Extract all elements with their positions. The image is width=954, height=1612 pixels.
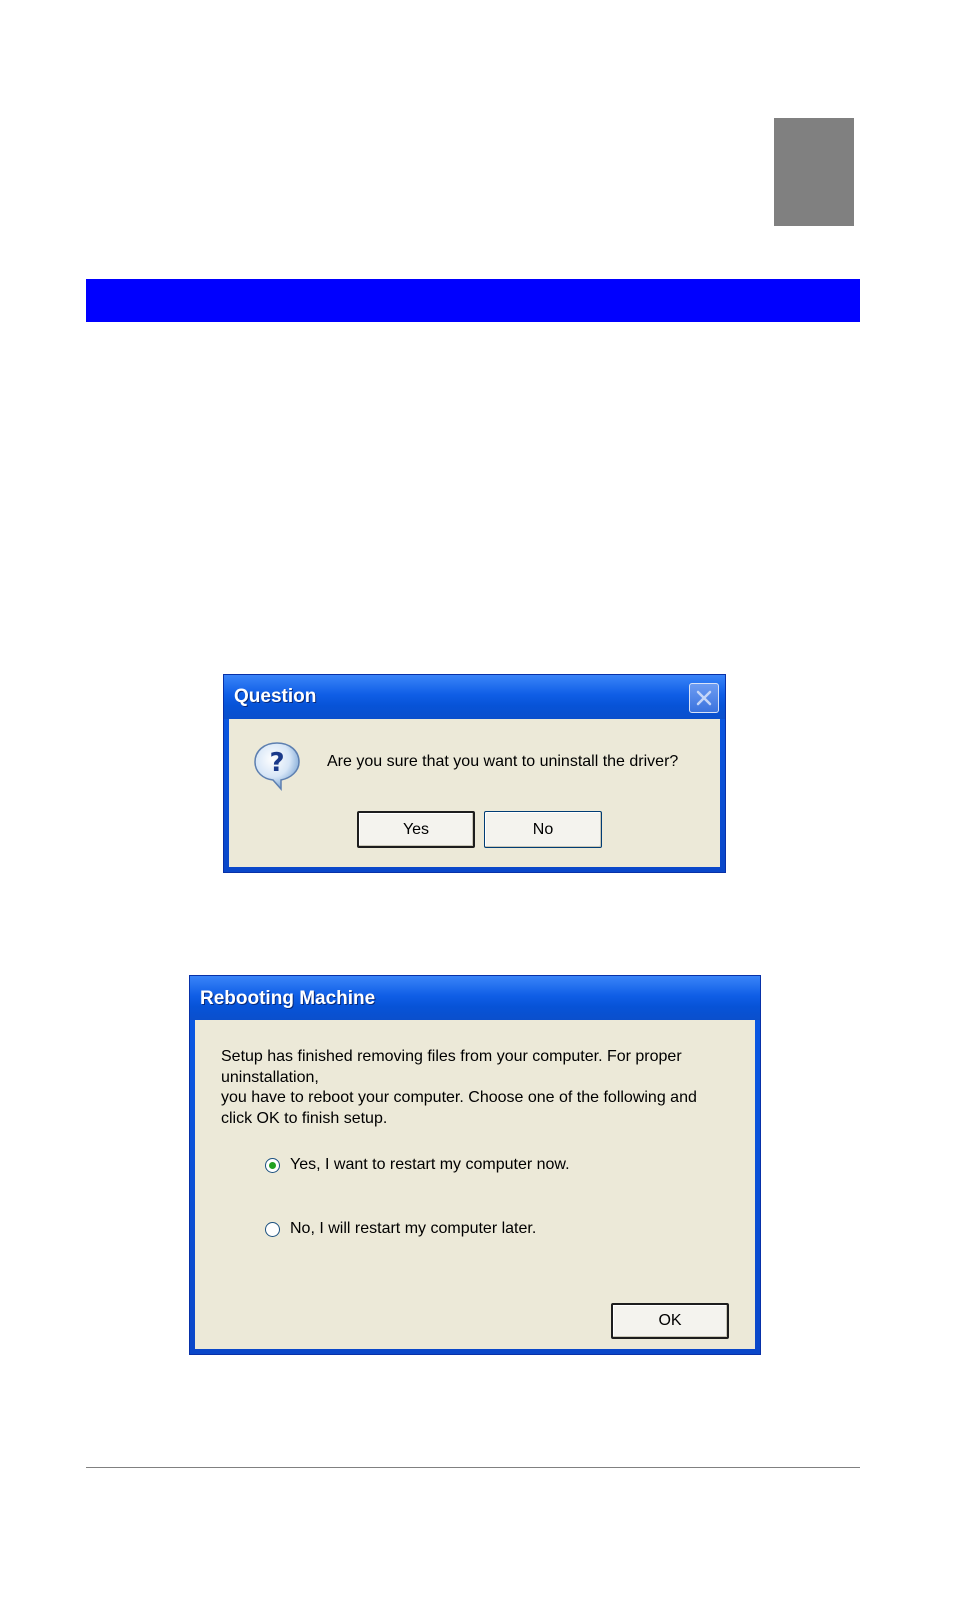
restart-later-radio[interactable] xyxy=(265,1222,280,1237)
question-dialog xyxy=(223,674,726,873)
yes-button[interactable]: Yes xyxy=(357,811,475,848)
section-header-bar xyxy=(86,279,860,322)
reboot-message xyxy=(221,1047,741,1129)
restart-now-option[interactable] xyxy=(265,1156,570,1174)
chapter-tab xyxy=(774,118,854,226)
close-button[interactable] xyxy=(689,683,719,713)
question-dialog-body xyxy=(229,719,720,867)
reboot-message-line: uninstallation, xyxy=(221,1068,319,1086)
svg-text:?: ? xyxy=(269,748,285,778)
question-message: Are you sure that you want to uninstall the driver? xyxy=(327,753,679,770)
rebooting-dialog-body xyxy=(195,1020,755,1349)
reboot-message-line: Setup has finished removing files from your computer. For proper xyxy=(221,1048,682,1065)
restart-now-radio[interactable] xyxy=(265,1158,280,1173)
question-dialog-titlebar[interactable] xyxy=(224,675,725,719)
restart-now-label[interactable]: Yes, I want to restart my computer now. xyxy=(290,1156,570,1173)
rebooting-dialog xyxy=(189,975,761,1355)
close-icon xyxy=(695,689,713,707)
footer-rule xyxy=(86,1467,860,1468)
question-icon xyxy=(251,739,303,791)
restart-later-label[interactable]: No, I will restart my computer later. xyxy=(290,1220,537,1237)
reboot-message-line: click OK to finish setup. xyxy=(221,1109,388,1127)
question-dialog-title: Question xyxy=(234,686,317,707)
restart-later-option[interactable] xyxy=(265,1220,536,1238)
rebooting-dialog-title: Rebooting Machine xyxy=(200,988,376,1009)
rebooting-dialog-titlebar[interactable] xyxy=(190,976,760,1020)
radio-selected-dot xyxy=(269,1162,276,1169)
no-button[interactable]: No xyxy=(484,811,602,848)
ok-button[interactable]: OK xyxy=(611,1303,729,1339)
reboot-message-line: you have to reboot your computer. Choose one of the following and xyxy=(221,1089,697,1106)
